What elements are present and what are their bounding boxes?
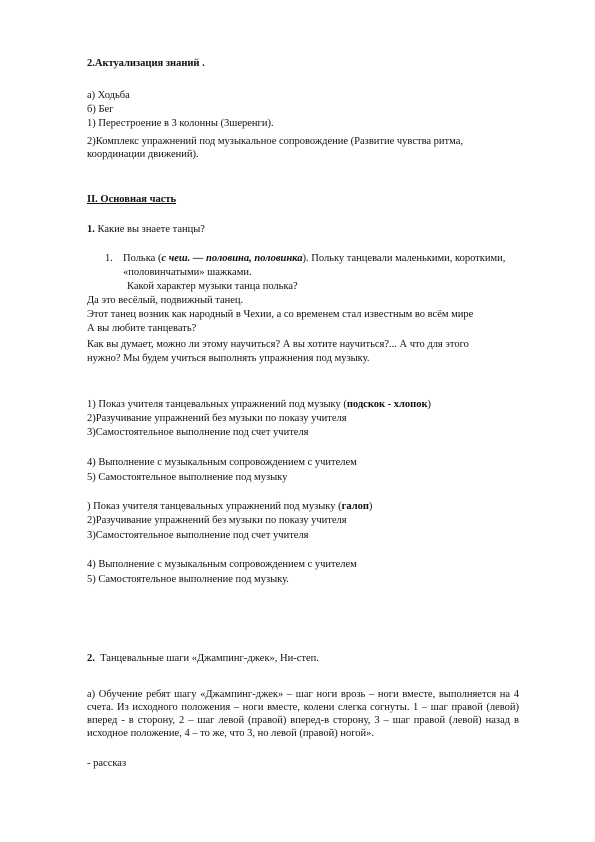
list-item: а) Ходьба: [87, 90, 130, 101]
exercise-text: ): [427, 399, 432, 410]
exercise-line: 2)Разучивание упражнений без музыки по показу учителя: [87, 413, 347, 424]
exercise-line: 3)Самостоятельное выполнение под счет учителя: [87, 530, 309, 541]
polka-etymology: с чеш. — половина, половинка: [161, 253, 303, 264]
section-heading-main: II. Основная часть: [87, 194, 177, 205]
exercise-line: 3)Самостоятельное выполнение под счет учителя: [87, 427, 309, 438]
numbered-item-number: 1.: [105, 253, 113, 264]
polka-text: ). Польку танцевали маленькими, короткими,: [302, 253, 506, 264]
list-item-continuation: координации движений).: [87, 149, 199, 160]
polka-line: [123, 252, 505, 265]
section-heading-steps: [87, 652, 319, 665]
story-line: - рассказ: [87, 758, 127, 769]
section-number: 2.: [87, 653, 95, 664]
exercise-line: 4) Выполнение с музыкальным сопровождением с учителем: [87, 559, 357, 570]
text-line: А вы любите танцевать?: [87, 323, 197, 334]
exercise-line: [87, 500, 372, 513]
list-item: 1) Перестроение в 3 колонны (3шеренги).: [87, 118, 274, 129]
exercise-line: 5) Самостоятельное выполнение под музыку.: [87, 574, 289, 585]
question-text: Какие вы знаете танцы?: [97, 224, 205, 235]
exercise-text: ): [368, 501, 373, 512]
question-heading: [87, 223, 205, 236]
text-line: Как вы думает, можно ли этому научиться? А вы хотите научиться?... А что для этого: [87, 339, 469, 350]
exercise-name: подскок - хлопок: [346, 399, 428, 410]
question-number: 1.: [87, 224, 95, 235]
exercise-line: 5) Самостоятельное выполнение под музыку: [87, 472, 288, 483]
exercise-line: 2)Разучивание упражнений без музыки по показу учителя: [87, 515, 347, 526]
list-item: 2)Комплекс упражнений под музыкальное сопровождение (Развитие чувства ритма,: [87, 136, 463, 147]
teaching-paragraph: а) Обучение ребят шагу «Джампинг-джек» – шаг ноги врозь – ноги вместе, выполняется на 4 счета. Из исходного положения – ноги вместе, колени слегка согнуты. 1 – шаг правой (левой) вперед - в сторону, 2 – шаг левой (правой) вперед-в сторону, 3 – шаг правой (левой) назад в исходное положение, 4 – то же, что 3, но левой (правой) ногой».: [87, 689, 519, 739]
text-line: нужно? Мы будем учиться выполнять упражнения под музыку.: [87, 353, 370, 364]
text-line: Этот танец возник как народный в Чехии, а со временем стал известным во всём мире: [87, 309, 474, 320]
text-line: Да это весёлый, подвижный танец.: [87, 295, 244, 306]
polka-line: «половинчатыми» шажками.: [123, 267, 252, 278]
list-item: б) Бег: [87, 104, 114, 115]
exercise-text: 1) Показ учителя танцевальных упражнений под музыку (: [87, 399, 347, 410]
section-title: Танцевальные шаги «Джампинг-джек», Ни-степ.: [100, 653, 319, 664]
polka-text: Полька (: [123, 253, 162, 264]
polka-question: Какой характер музыки танца полька?: [127, 281, 298, 292]
section-heading-actualization: 2.Актуализация знаний .: [87, 58, 205, 69]
exercise-text: ) Показ учителя танцевальных упражнений под музыку (: [87, 501, 342, 512]
exercise-line: [87, 398, 431, 411]
exercise-line: 4) Выполнение с музыкальным сопровождением с учителем: [87, 457, 357, 468]
exercise-name: галоп: [341, 501, 369, 512]
